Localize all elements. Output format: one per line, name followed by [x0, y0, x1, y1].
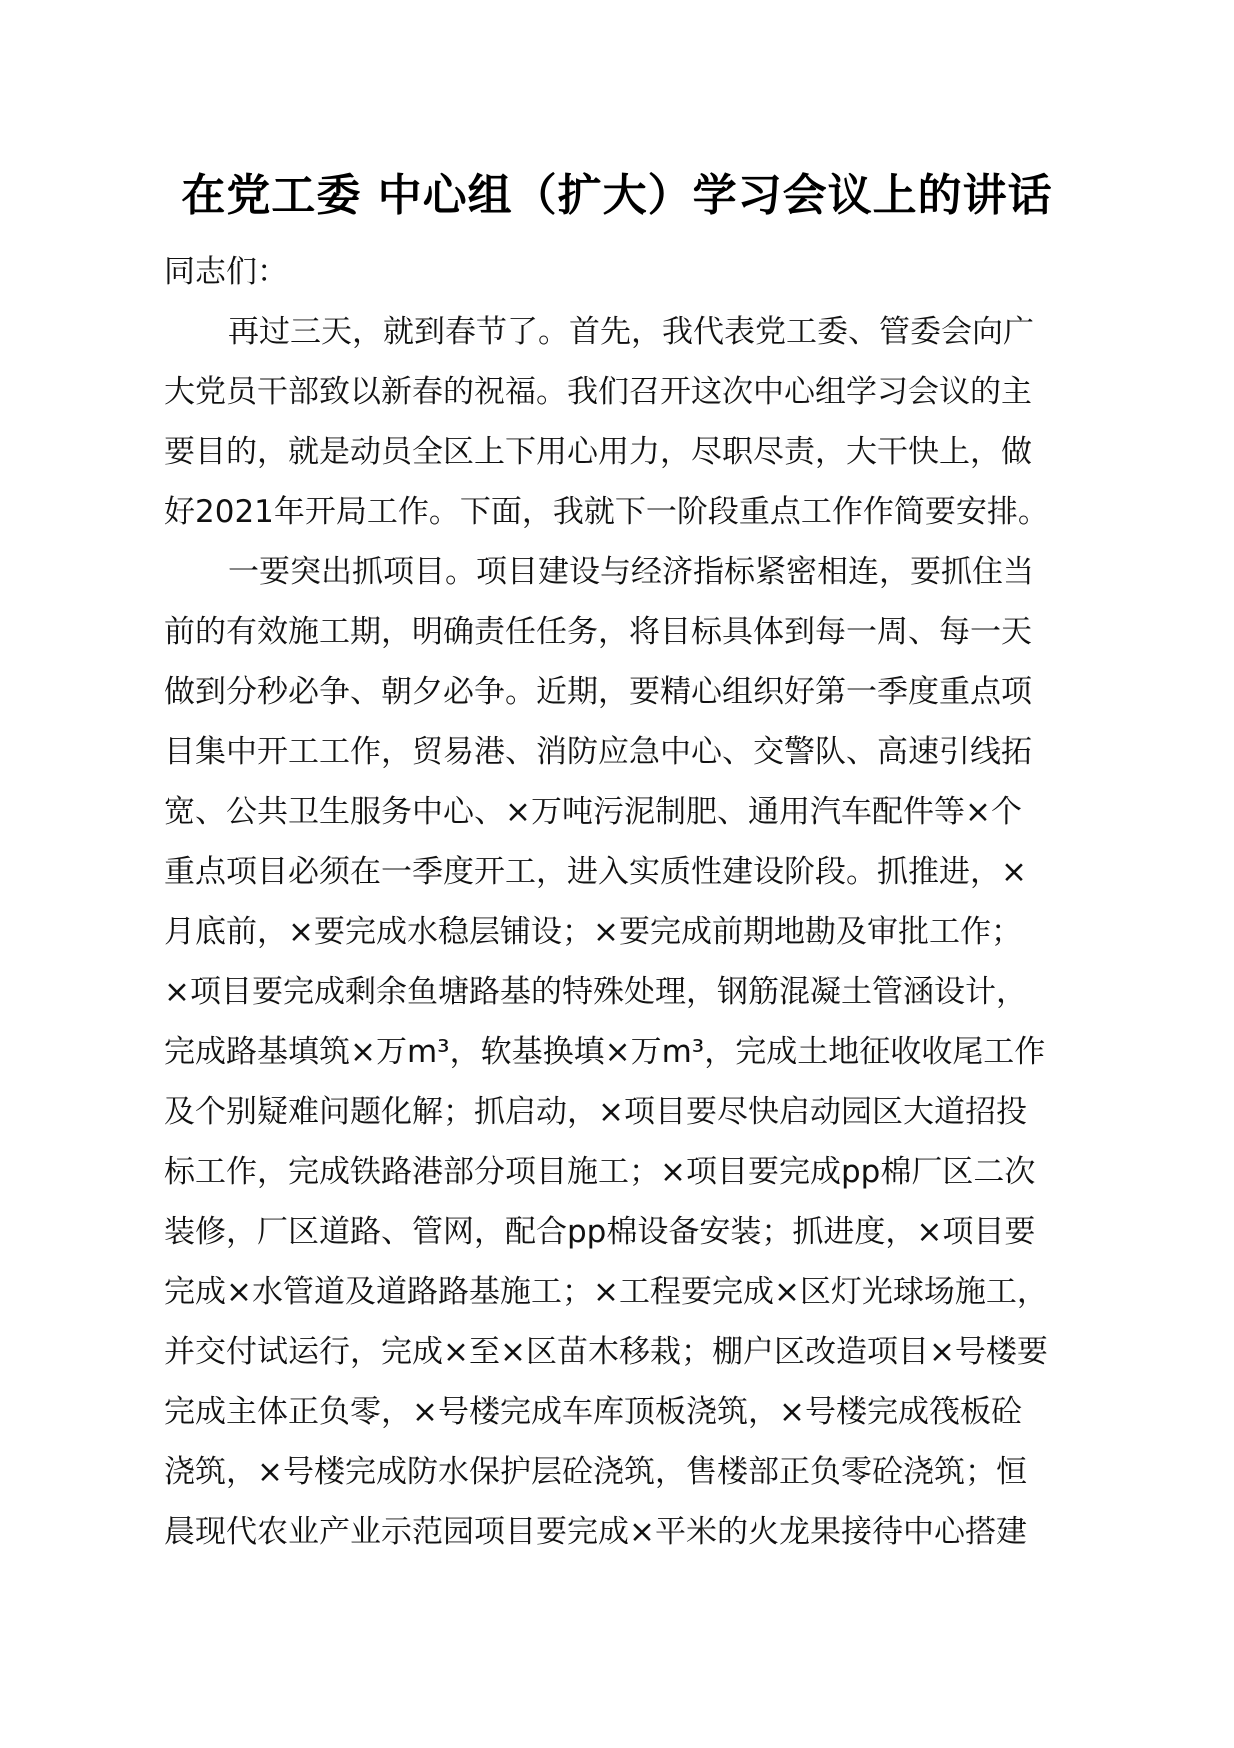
paragraph-line: 好2021年开局工作。下面，我就下一阶段重点工作作简要安排。 — [164, 494, 1049, 530]
paragraph-line: 浇筑，×号楼完成防水保护层砼浇筑，售楼部正负零砼浇筑；恒 — [164, 1454, 1027, 1490]
paragraph-line: 要目的，就是动员全区上下用心用力，尽职尽责，大干快上，做 — [164, 434, 1032, 470]
paragraph-line: 标工作，完成铁路港部分项目施工；×项目要完成pp棉厂区二次 — [164, 1154, 1036, 1190]
paragraph-line: 再过三天，就到春节了。首先，我代表党工委、管委会向广 — [228, 314, 1034, 350]
paragraph-line: 及个别疑难问题化解；抓启动，×项目要尽快启动园区大道招投 — [164, 1094, 1027, 1130]
paragraph-line: 前的有效施工期，明确责任任务，将目标具体到每一周、每一天 — [164, 614, 1032, 650]
paragraph-line: 做到分秒必争、朝夕必争。近期，要精心组织好第一季度重点项 — [164, 674, 1032, 710]
paragraph-line: 目集中开工工作，贸易港、消防应急中心、交警队、高速引线拓 — [164, 734, 1032, 770]
paragraph-line: 完成路基填筑×万m³，软基换填×万m³，完成土地征收收尾工作 — [164, 1034, 1046, 1070]
document-body — [164, 242, 1124, 1562]
paragraph-line: 晨现代农业产业示范园项目要完成×平米的火龙果接待中心搭建 — [164, 1514, 1027, 1550]
paragraph-line: 重点项目必须在一季度开工，进入实质性建设阶段。抓推进，× — [164, 854, 1027, 890]
paragraph-line: 完成×水管道及道路路基施工；×工程要完成×区灯光球场施工， — [164, 1274, 1048, 1310]
paragraph-line: 月底前，×要完成水稳层铺设；×要完成前期地勘及审批工作； — [164, 914, 1022, 950]
paragraph-line: 大党员干部致以新春的祝福。我们召开这次中心组学习会议的主 — [164, 374, 1032, 410]
document-title: 在党工委 中心组（扩大）学习会议上的讲话 — [181, 170, 1053, 221]
salutation-line: 同志们： — [164, 254, 288, 290]
paragraph-line: 一要突出抓项目。项目建设与经济指标紧密相连，要抓住当 — [228, 554, 1034, 590]
paragraph-line: 并交付试运行，完成×至×区苗木移栽；棚户区改造项目×号楼要 — [164, 1334, 1048, 1370]
paragraph-line: 完成主体正负零，×号楼完成车库顶板浇筑，×号楼完成筏板砼 — [164, 1394, 1022, 1430]
paragraph-line: ×项目要完成剩余鱼塘路基的特殊处理，钢筋混凝土管涵设计， — [164, 974, 1027, 1010]
paragraph-line: 宽、公共卫生服务中心、×万吨污泥制肥、通用汽车配件等×个 — [164, 794, 1022, 830]
paragraph-line: 装修，厂区道路、管网，配合pp棉设备安装；抓进度，×项目要 — [164, 1214, 1036, 1250]
